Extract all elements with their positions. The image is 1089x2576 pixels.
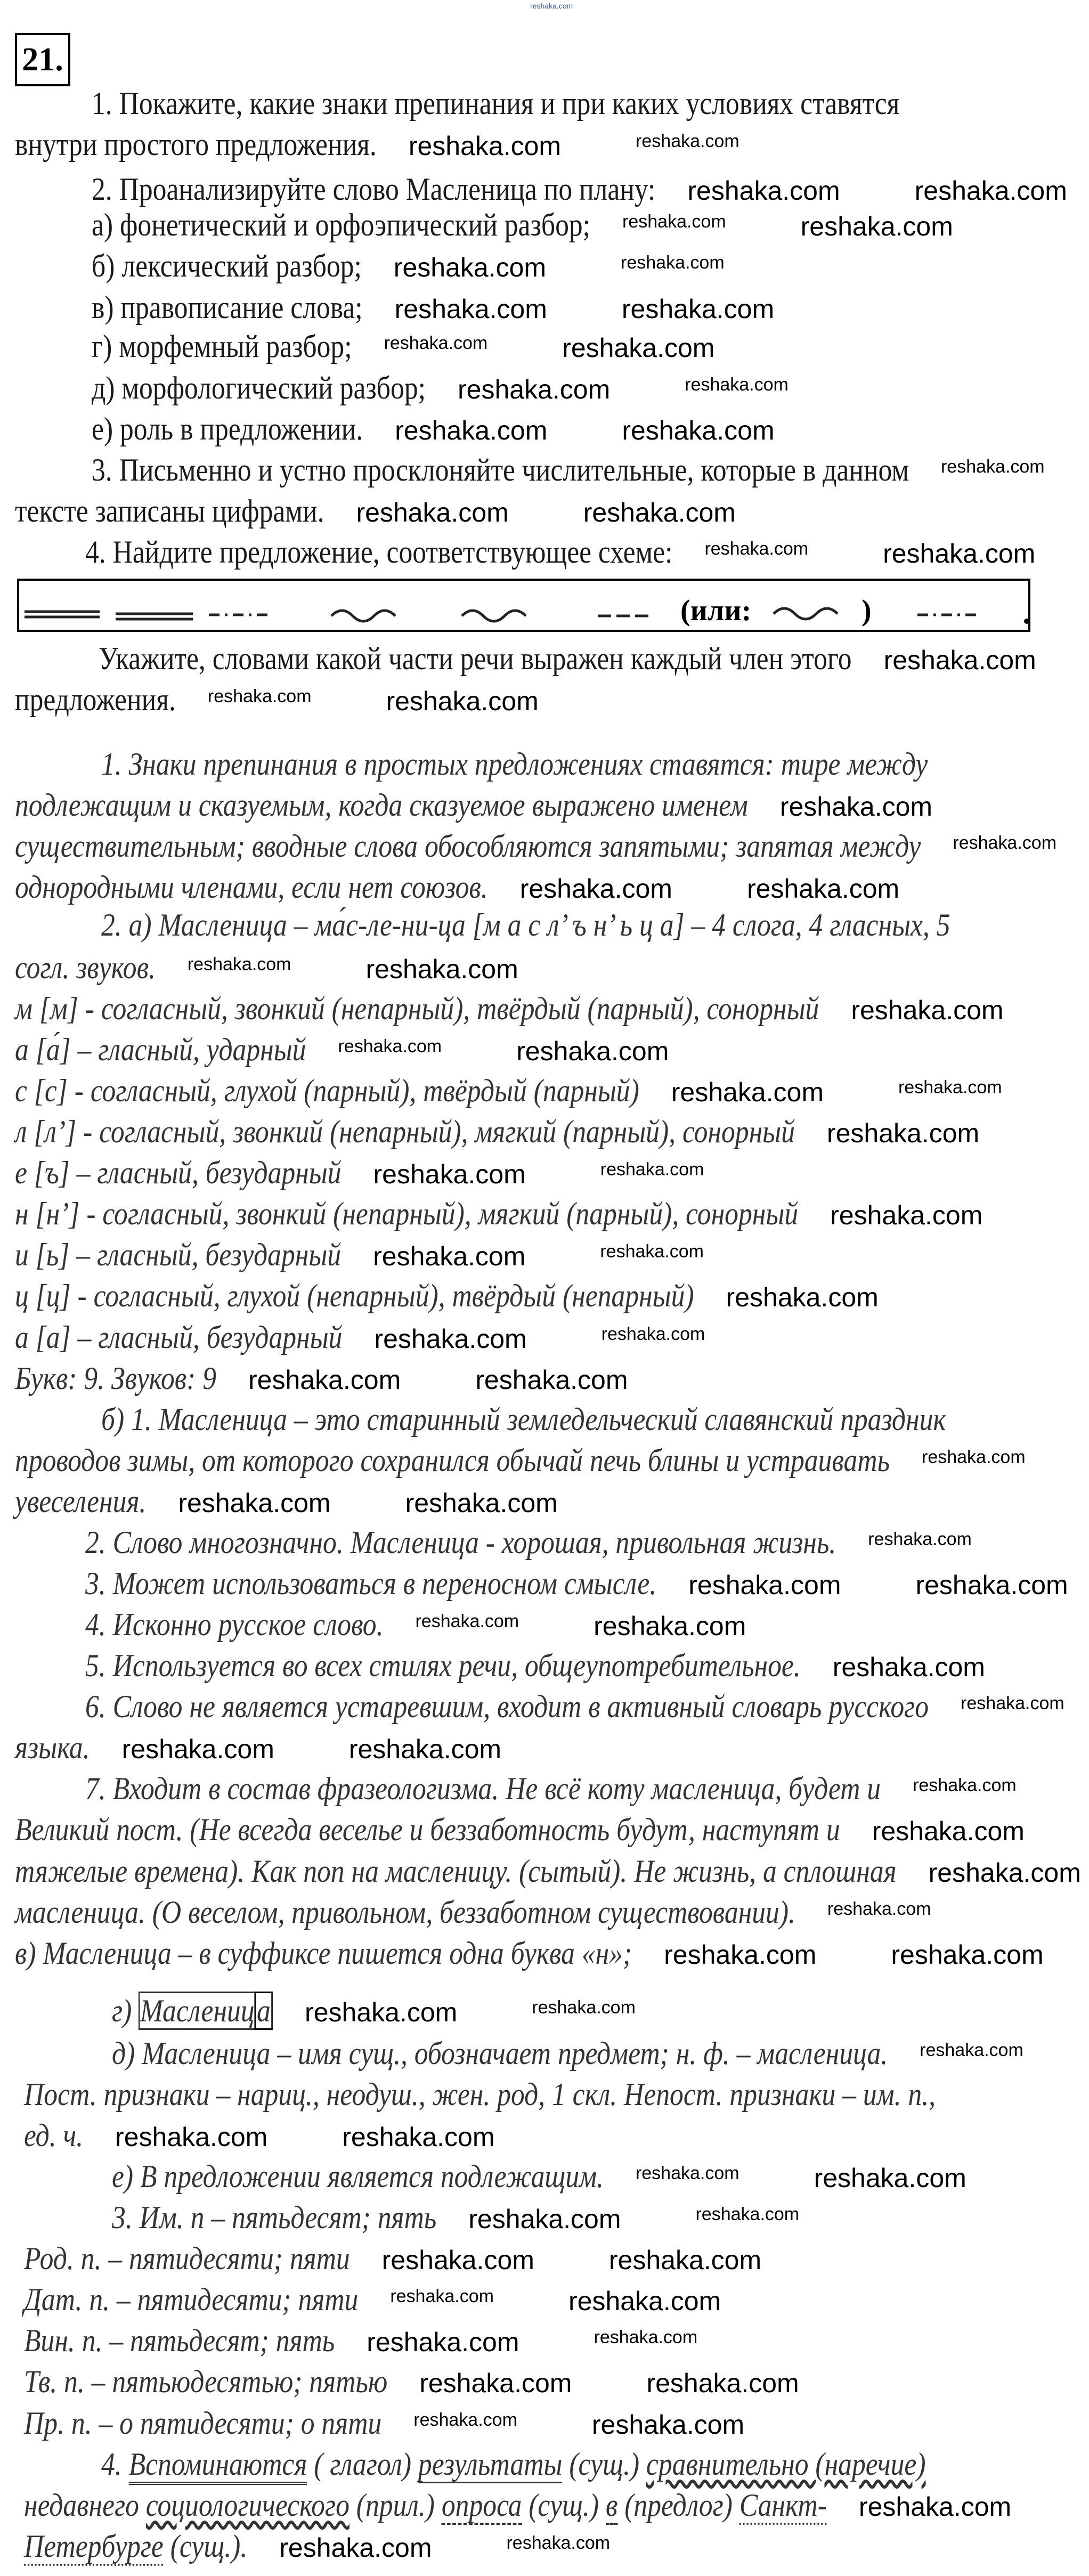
task-line: Укажите, словами какой части речи выражен каждый член этого <box>99 641 852 676</box>
underlined-word: результаты <box>418 2447 563 2483</box>
reshaka-watermark: reshaka.com <box>913 1775 1017 1795</box>
reshaka-watermark: reshaka.com <box>826 1118 980 1148</box>
reshaka-watermark: reshaka.com <box>532 1997 636 2018</box>
answer-line: с [с] - согласный, глухой (парный), твёрдый (парный) <box>15 1073 639 1108</box>
exercise-number: 21. <box>15 33 70 86</box>
reshaka-watermark: reshaka.com <box>594 2327 698 2347</box>
word-label: ( глагол) <box>307 2447 418 2482</box>
word-label: (предлог) <box>617 2488 739 2523</box>
answer-line: д) Масленица – имя сущ., обозначает предмет; н. ф. – масленица. <box>112 2036 888 2071</box>
reshaka-watermark: reshaka.com <box>594 1611 746 1641</box>
reshaka-watermark: reshaka.com <box>872 1816 1025 1846</box>
reshaka-watermark: reshaka.com <box>940 457 1045 477</box>
reshaka-watermark: reshaka.com <box>408 131 562 161</box>
reshaka-watermark: reshaka.com <box>868 1529 972 1549</box>
reshaka-watermark: reshaka.com <box>305 1997 458 2027</box>
answer-line: проводов зимы, от которого сохранился обычай печь блины и устраивать <box>15 1443 890 1478</box>
answer-line: масленица. (О веселом, привольном, беззаботном существовании). <box>15 1895 795 1930</box>
reshaka-watermark: reshaka.com <box>600 1241 704 1262</box>
answer-line: Пр. п. – о пятидесяти; о пяти <box>24 2406 382 2441</box>
reshaka-watermark: reshaka.com <box>891 1940 1044 1970</box>
morpheme-stem: Маслениц <box>139 1992 254 2030</box>
task-line: б) лексический разбор; <box>92 248 362 283</box>
reshaka-watermark: reshaka.com <box>600 1159 704 1180</box>
reshaka-watermark: reshaka.com <box>365 954 518 984</box>
answer-line: л [л’] - согласный, звонкий (непарный), мягкий (парный), сонорный <box>15 1114 795 1149</box>
answer-line: б) 1. Масленица – это старинный земледельческий славянский праздник <box>101 1402 946 1437</box>
reshaka-watermark: reshaka.com <box>516 1036 669 1066</box>
word-label: (сущ.) <box>562 2447 646 2482</box>
reshaka-watermark: reshaka.com <box>920 2040 1023 2060</box>
answer-line: подлежащим и сказуемым, когда сказуемое выражено именем <box>15 787 748 823</box>
underlined-word: сравнительно (наречие) <box>646 2447 926 2482</box>
reshaka-watermark: reshaka.com <box>883 539 1036 568</box>
reshaka-watermark: reshaka.com <box>922 1447 1026 1467</box>
answer-line: увеселения. <box>15 1484 147 1519</box>
reshaka-watermark: reshaka.com <box>858 2492 1012 2522</box>
scheme-frame <box>18 580 1029 631</box>
scheme-or-label: (или: <box>680 594 752 627</box>
reshaka-watermark: reshaka.com <box>646 2368 799 2398</box>
sentence-parse-line <box>24 2485 827 2526</box>
reshaka-watermark: reshaka.com <box>395 416 548 445</box>
word-label: недавнего <box>24 2488 146 2523</box>
task-line: предложения. <box>15 682 176 717</box>
answer-line: существительным; вводные слова обособляются запятыми; запятая между <box>15 828 921 864</box>
answer-line: 2. а) Масленица – ма́с-ле-ни-ца [м а с л’ ъ н’ ь ц а] – 4 слога, 4 гласных, 5 <box>101 907 950 942</box>
answer-line: 7. Входит в состав фразеологизма. Не всё коту масленица, будет и <box>85 1771 881 1806</box>
word-label: (сущ.) <box>522 2488 606 2523</box>
answer-line: 5. Используется во всех стилях речи, общеупотребительное. <box>85 1648 801 1683</box>
reshaka-watermark: reshaka.com <box>390 2286 494 2306</box>
reshaka-watermark: reshaka.com <box>800 212 953 241</box>
reshaka-watermark: reshaka.com <box>671 1077 824 1107</box>
reshaka-watermark: reshaka.com <box>695 2204 800 2224</box>
sentence-parse-line <box>101 2444 926 2485</box>
reshaka-watermark: reshaka.com <box>373 1241 526 1271</box>
reshaka-watermark: reshaka.com <box>373 1159 526 1189</box>
reshaka-watermark: reshaka.com <box>601 1324 705 1344</box>
reshaka-watermark: reshaka.com <box>381 2245 534 2275</box>
answer-line: 3. Им. п – пятьдесят; пять <box>112 2200 437 2235</box>
answer-line: тяжелые времена). Как поп на масленицу. (сытый). Не жизнь, а сплошная <box>15 1854 897 1889</box>
underlined-word: в <box>606 2488 617 2525</box>
reshaka-watermark: reshaka.com <box>468 2204 621 2234</box>
reshaka-watermark: reshaka.com <box>827 1899 931 1919</box>
reshaka-watermark: reshaka.com <box>953 833 1057 853</box>
answer-line: согл. звуков. <box>15 950 156 985</box>
answer-line: 1. Знаки препинания в простых предложениях ставятся: тире между <box>101 746 928 782</box>
reshaka-watermark: reshaka.com <box>568 2286 721 2316</box>
reshaka-watermark: reshaka.com <box>415 1611 519 1631</box>
reshaka-watermark: reshaka.com <box>178 1488 331 1518</box>
answer-line: Великий пост. (Не всегда веселье и беззаботность будут, наступят и <box>15 1812 840 1847</box>
sentence-parse-line <box>24 2526 247 2567</box>
reshaka-watermark: reshaka.com <box>393 253 547 282</box>
predicate-wavy-2 <box>462 611 526 621</box>
answer-line: Дат. п. – пятидесяти; пяти <box>24 2282 359 2317</box>
predicate-wavy-1 <box>331 611 395 621</box>
reshaka-watermark: reshaka.com <box>386 686 539 716</box>
task-line: д) морфологический разбор; <box>92 370 426 405</box>
reshaka-watermark: reshaka.com <box>279 2533 432 2563</box>
reshaka-watermark: reshaka.com <box>961 1693 1064 1713</box>
reshaka-watermark: reshaka.com <box>883 645 1036 675</box>
reshaka-watermark: reshaka.com <box>832 1652 985 1682</box>
reshaka-watermark: reshaka.com <box>506 2533 611 2553</box>
underlined-word: Петербурге <box>24 2529 164 2566</box>
reshaka-watermark: reshaka.com <box>688 1570 841 1600</box>
answer-line: ед. ч. <box>24 2118 84 2153</box>
answer-line: м [м] - согласный, звонкий (непарный), твёрдый (парный), сонорный <box>15 991 819 1026</box>
answer-line: Тв. п. – пятьюдесятью; пятью <box>24 2364 388 2399</box>
scheme-close-paren: ) <box>862 594 872 627</box>
reshaka-watermark: reshaka.com <box>779 792 933 822</box>
reshaka-watermark: reshaka.com <box>187 954 291 974</box>
reshaka-watermark: reshaka.com <box>851 995 1004 1025</box>
reshaka-watermark: reshaka.com <box>394 294 547 324</box>
answer-line: и [ь] – гласный, безударный <box>15 1237 342 1272</box>
reshaka-watermark: reshaka.com <box>636 131 739 151</box>
answer-line: Вин. п. – пятьдесят; пять <box>24 2323 335 2358</box>
or-wavy <box>774 608 838 619</box>
answer-line: е) В предложении является подлежащим. <box>112 2159 604 2194</box>
reshaka-watermark: reshaka.com <box>898 1077 1002 1098</box>
reshaka-watermark: reshaka.com <box>915 1570 1068 1600</box>
reshaka-watermark: reshaka.com <box>348 1734 502 1764</box>
reshaka-watermark: reshaka.com <box>635 2163 739 2183</box>
answer-line: а [а́] – гласный, ударный <box>15 1032 306 1067</box>
task-line: 2. Проанализируйте слово Масленица по плану: <box>92 172 656 207</box>
reshaka-watermark: reshaka.com <box>342 2122 495 2152</box>
reshaka-watermark: reshaka.com <box>830 1200 983 1230</box>
task-line: в) правописание слова; <box>92 290 363 325</box>
reshaka-watermark: reshaka.com <box>374 1324 527 1354</box>
reshaka-watermark: reshaka.com <box>405 1488 558 1518</box>
task-line: 1. Покажите, какие знаки препинания и при каких условиях ставятся <box>92 86 900 121</box>
reshaka-watermark: reshaka.com <box>928 1858 1081 1888</box>
reshaka-watermark: reshaka.com <box>704 539 809 559</box>
morpheme-ending: а <box>255 1992 273 2030</box>
reshaka-watermark: reshaka.com <box>608 2245 762 2275</box>
reshaka-watermark: reshaka.com <box>621 253 725 273</box>
reshaka-watermark: reshaka.com <box>664 1940 817 1970</box>
word-label: (прил.) <box>349 2488 442 2523</box>
reshaka-watermark: reshaka.com <box>914 176 1067 206</box>
reshaka-watermark: reshaka.com <box>621 294 775 324</box>
task-line: е) роль в предложении. <box>92 411 363 446</box>
answer-line: ц [ц] - согласный, глухой (непарный), твёрдый (непарный) <box>15 1278 694 1313</box>
reshaka-watermark: reshaka.com <box>248 1365 401 1395</box>
answer-line: 4. Исконно русское слово. <box>85 1607 384 1642</box>
morpheme-label: г) <box>112 1993 132 2028</box>
reshaka-watermark: reshaka.com <box>746 874 900 904</box>
answer-line: 6. Слово не является устаревшим, входит в активный словарь русского <box>85 1689 929 1724</box>
answer-line: однородными членами, если нет союзов. <box>15 869 488 905</box>
reshaka-watermark: reshaka.com <box>207 686 312 706</box>
reshaka-watermark: reshaka.com <box>338 1036 442 1057</box>
answer-line: Букв: 9. Звуков: 9 <box>15 1361 217 1396</box>
underlined-word: опроса <box>442 2488 522 2525</box>
answer-line: а [а] – гласный, безударный <box>15 1320 343 1355</box>
morpheme-analysis-line <box>112 1990 273 2031</box>
underlined-word: Санкт- <box>739 2488 827 2525</box>
sentence-scheme <box>17 579 1032 632</box>
reshaka-watermark: reshaka.com <box>622 416 775 445</box>
task-line: 3. Письменно и устно просклоняйте числительные, которые в данном <box>92 452 909 487</box>
reshaka-watermark: reshaka.com <box>726 1282 879 1312</box>
reshaka-watermark: reshaka.com <box>121 1734 274 1764</box>
answer-line: языка. <box>15 1730 90 1765</box>
reshaka-watermark: reshaka.com <box>814 2163 966 2193</box>
reshaka-watermark: reshaka.com <box>591 2410 745 2440</box>
scheme-period <box>1024 619 1029 624</box>
reshaka-watermark: reshaka.com <box>384 333 488 353</box>
task-line: а) фонетический и орфоэпический разбор; <box>92 207 591 242</box>
task-line: внутри простого предложения. <box>15 127 377 162</box>
reshaka-watermark: reshaka.com <box>419 2368 572 2398</box>
answer-line: Пост. признаки – нариц., неодуш., жен. род, 1 скл. Непост. признаки – им. п., <box>24 2077 936 2112</box>
reshaka-watermark: reshaka.com <box>687 176 840 206</box>
answer-line: 3. Может использоваться в переносном смысле. <box>85 1566 657 1601</box>
answer-line: в) Масленица – в суффиксе пишется одна буква «н»; <box>15 1936 632 1971</box>
answer-line: е [ъ] – гласный, безударный <box>15 1155 342 1190</box>
reshaka-watermark: reshaka.com <box>457 375 611 404</box>
site-watermark-top: reshaka.com <box>530 2 573 10</box>
reshaka-watermark: reshaka.com <box>356 498 509 527</box>
reshaka-watermark: reshaka.com <box>685 375 789 395</box>
word-label: (сущ.). <box>163 2529 248 2564</box>
answer-line: Род. п. – пятидесяти; пяти <box>24 2241 350 2276</box>
word-label: 4. <box>101 2447 129 2482</box>
reshaka-watermark: reshaka.com <box>562 333 715 363</box>
task-line: г) морфемный разбор; <box>92 329 352 364</box>
underlined-word: Вспоминаются <box>129 2447 307 2485</box>
reshaka-watermark: reshaka.com <box>583 498 736 527</box>
task-line: тексте записаны цифрами. <box>15 493 324 529</box>
reshaka-watermark: reshaka.com <box>115 2122 268 2152</box>
underlined-word: социологического <box>145 2488 350 2523</box>
reshaka-watermark: reshaka.com <box>475 1365 628 1395</box>
answer-line: 2. Слово многозначно. Масленица - хорошая, привольная жизнь. <box>85 1525 836 1560</box>
reshaka-watermark: reshaka.com <box>519 874 672 904</box>
task-line: 4. Найдите предложение, соответствующее схеме: <box>85 534 673 570</box>
reshaka-watermark: reshaka.com <box>622 212 726 232</box>
reshaka-watermark: reshaka.com <box>413 2410 517 2430</box>
answer-line: н [н’] - согласный, звонкий (непарный), мягкий (парный), сонорный <box>15 1196 799 1231</box>
reshaka-watermark: reshaka.com <box>367 2327 519 2357</box>
